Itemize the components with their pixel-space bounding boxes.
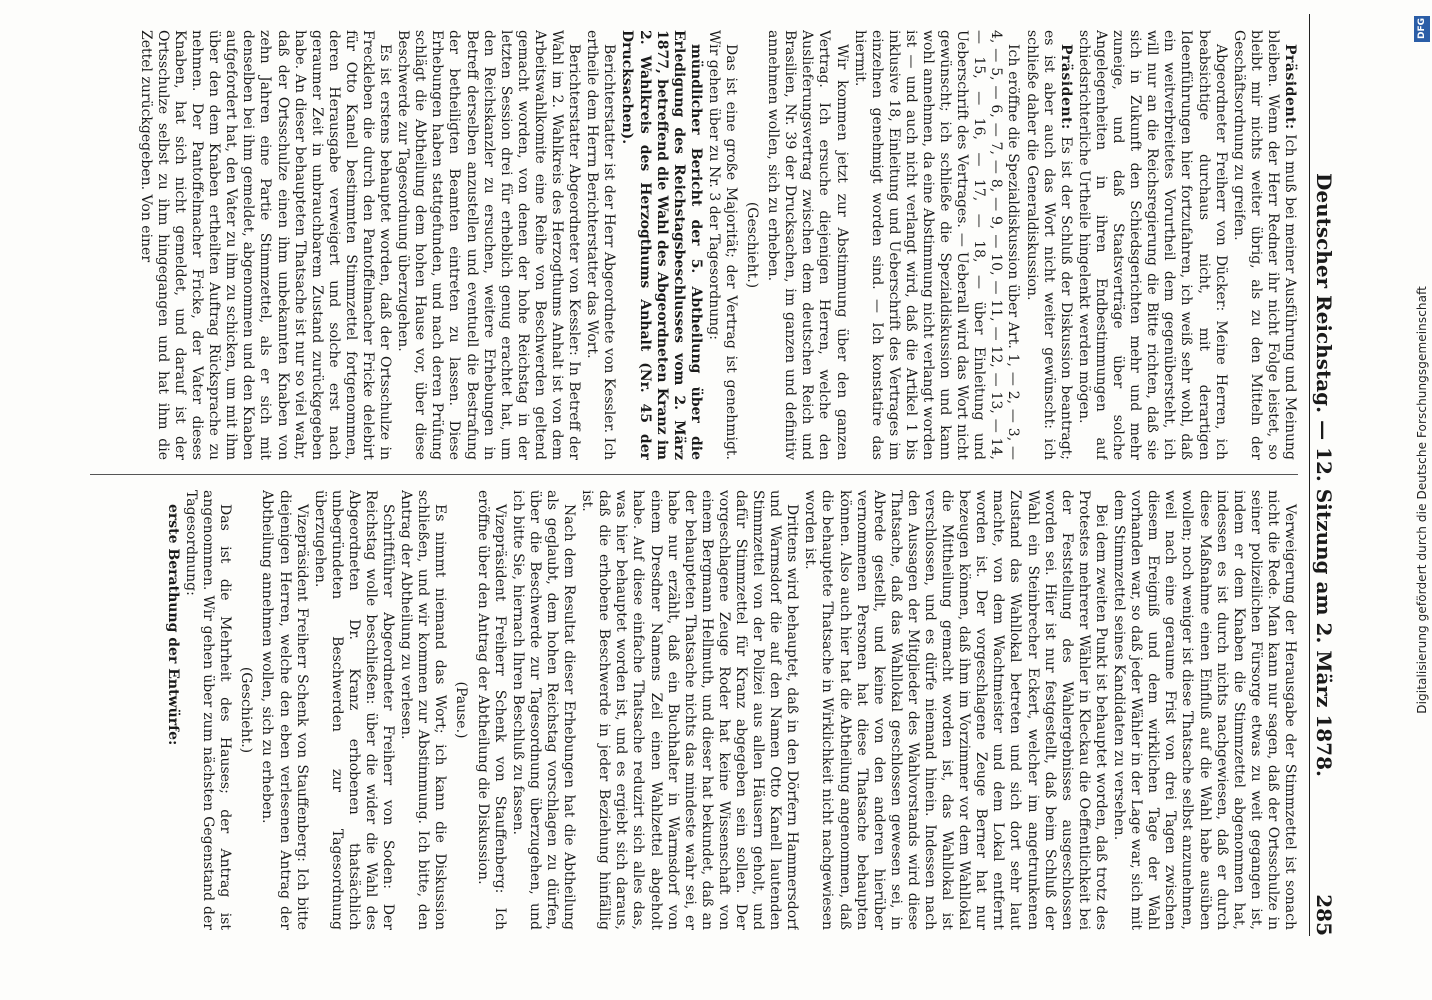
paragraph-text: (Geschieht.): [744, 201, 761, 289]
paragraph-text: (Pause.): [453, 681, 470, 739]
paragraph: [705, 30, 739, 460]
speaker-label: Präsident:: [1057, 44, 1074, 130]
column-divider: [90, 474, 1298, 475]
stage-direction: [237, 490, 254, 930]
paragraph: [394, 30, 582, 460]
paragraph: [397, 490, 448, 930]
paragraph-text: Drittens wird behauptet, daß in den Dörfern Hammersdorf und Warmsdorf die auf den Namen Otto Kanell lautenden Stimmzettel von der Polizei aus allen Häusern geholt, und dafür Stimmzettel für Kranz abgegeben sein sollen. Der vorgeschlagene Zeuge Roder hat keine Wissenschaft von einem Bergmann Hellmuth, und dieser hat bekundet, daß an der behaupteten Thatsache nichts das mindeste wahr sei, er habe nur erzählt, daß ein Buchhalter in Warmsdorf von einem Dresdner Namens Zeil einen Wahlzettel abgeholt habe. Auf diese einfache Thatsache reduzirt sich alles das, was hier behauptet worden ist, und es ergiebt sich daraus, daß die erhobene Beschwerde in jeder Beziehung hinfällig ist.: [579, 490, 801, 930]
left-text-column: [90, 30, 1298, 460]
document-page: [50, 0, 1350, 950]
paragraph: [1110, 490, 1298, 930]
dfg-logo-text: DFG: [1417, 18, 1427, 40]
paragraph-text: Es ist erstens behauptet worden, daß der Ortsschulze in Freckleben die durch den Pantoffelmacher Fricke delebirt für Otto Kanell bestimmten Stimmzettel fortgenommen, deren Herausgabe verweigert und solche erst nach geraumer Zeit in unbrauchbarem Zustand zurückgegeben habe. An dieser behaupteten Thatsache ist nur so viel wahr, daß der Ortsschulze einen ihm unbekannten Knaben von zehn Jahren eine Partie Stimmzettel, als er sich mit denselben bei ihm gemeldet, abgenommen und den Knaben aufgefordert hat, den Vater zu ihm zu schicken, um mit ihm über den dem Knaben ertheilten Auftrag Rücksprache zu nehmen. Der Pantoffelmacher Fricke, der Vater dieses Knaben, hat sich nicht gemeldet, und darauf ist der Ortsschulze selbst zu ihm hingegangen und hat ihm die Zettel zurückgegeben. Von einer: [137, 30, 394, 460]
paragraph-text: Verweigerung der Herausgabe der Stimmzettel ist sonach nicht die Rede. Man kann nur sagen, daß der Ortsschulze in seiner polizeilichen Fürsorge etwas zu weit gegangen ist, indem er dem Knaben die Stimmzettel abgenommen hat, indessen es ist durch nichts nachgewiesen, daß er durch diese Maßnahme einen Einfluß auf die Wahl habe ausüben wollen; noch weniger ist diese Thatsache selbst anzunehmen, weil nach eine geraume Frist von drei Tagen zwischen diesem Ereigniß und dem wirklichen Tage der Wahl vorhanden war, so daß jeder Wähler in der Lage war, sich mit dem Stimmzettel seines Kandidaten zu versehen.: [1111, 490, 1298, 930]
paragraph: [1023, 30, 1074, 460]
running-head-title: Deutscher Reichstag. — 12. Sitzung am 2. März 1878.: [1312, 173, 1336, 777]
paragraph: [182, 490, 233, 930]
page-number: 285: [1312, 894, 1336, 936]
paragraph: [618, 30, 703, 460]
paragraph-text: Ich muß bei meiner Ausführung und Meinung bleiben. Wenn der Herr Redner ihr nicht Folge leistet, so bleibt mir nichts weiter übrig, als zu den Mitteln der Geschäftsordnung zu greifen.: [1230, 30, 1298, 460]
digitization-credit-text: Digitalisierung gefördert durch die Deutsche Forschungsgemeinschaft: [1415, 286, 1429, 714]
paragraph-text: (Geschieht.): [238, 666, 255, 754]
paragraph: [578, 490, 800, 930]
paragraph: [764, 30, 849, 460]
dfg-logo: [1414, 16, 1430, 42]
paragraph-text: Bei dem zweiten Punkt ist behauptet worden, daß trotz des Protestes mehrerer Wähler in Kleckau die Oeffentlichkeit bei der Feststellung des Wahlergebnisses ausgeschlossen worden sei. Hier ist nur festgestellt, daß beim Schluß der Wahl ein Steinbrecher Eckert, welcher im angetrunkenen Zustand das Wahllokal betreten und sich dort sehr laut machte, von dem Wachtmeister und dem Lokal entfernt worden ist. Der vorgeschlagene Zeuge Berner hat nur bezeugen können, daß ihm im Vorzimmer vor dem Wahllokal die Mittheilung gemacht worden ist, das Wahllokal ist verschlossen, und es dürfe niemand hinein. Indessen nach den Aussagen der Mitglieder des Wahlvorstands wird diese Thatsache, daß das Wahllokal geschlossen gewesen sei, in Abrede gestellt, und keine von den anderen hierüber vernommenen Personen hat diese Thatsache behaupten können. Also auch hier hat die Abtheilung angenommen, daß die behauptete Thatsache in Wirklichkeit nicht nachgewiesen worden ist.: [802, 490, 1109, 930]
paragraph-text: Es nimmt niemand das Wort; ich kann die Diskussion schließen, und wir kommen zur Abstimmung. Ich bitte, den Antrag der Abtheilung zu verlesen.: [398, 490, 449, 930]
paragraph: [1075, 30, 1229, 460]
paragraph-text: erste Berathung der Entwürfe:: [165, 504, 181, 746]
speaker-label: Präsident:: [1282, 44, 1298, 130]
paragraph: [137, 30, 393, 460]
paragraph-text: Schriftführer Abgeordneter Freiherr von Soden: Der Reichstag wolle beschließen: über die wider die Wahl des Abgeordneten Dr. Kranz erhobenen thatsächlich unbegründeten Beschwerden zur Tagesordnung überzugehen.: [311, 490, 397, 930]
right-text-column: [90, 490, 1298, 930]
paragraph: [311, 490, 396, 930]
paragraph-text: Abgeordneter Freiherr von Dücker: Meine Herren, ich beabsichtige durchaus nicht, mit derartigen Ideenführungen hier fortzufahren, ich weiß sehr wohl, daß ein weitverbreitetes Vorurtheil dem gegenübersteht, ich will nur an die Reichsregierung die Bitte richten, daß sie sich in Zukunft den Schiedsgerichten mehr und mehr zuneige, und daß Staatsverträge über solche Angelegenheiten in ihren Endbestimmungen auf schiedsrichterliche Urtheile hingelenkt werden mögen.: [1075, 30, 1229, 460]
paragraph-text: Vizepräsident Freiherr Schenk von Stauffenberg: Ich bitte diejenigen Herren, welche den eben verlesenen Antrag der Abtheilung annehmen wollen, sich zu erheben.: [259, 490, 310, 930]
paragraph: [164, 490, 181, 930]
paragraph: [509, 490, 577, 930]
paragraph-text: Das ist die Mehrheit des Hauses; der Antrag ist angenommen. Wir gehen über zum nächsten Gegenstand der Tagesordnung:: [183, 490, 234, 930]
paragraph-text: Berichterstatter ist der Herr Abgeordnete von Kessler. Ich ertheile dem Herrn Berichterstatter das Wort.: [584, 30, 618, 460]
stage-direction: [452, 490, 469, 930]
paragraph: [801, 490, 1109, 930]
paragraph-text: mündlicher Bericht der 5. Abtheilung über die Erledigung des Reichstagsbeschlusses vom 2. März 1877, betreffend die Wahl des Abgeordneten Kranz im 2. Wahlkreis des Herzogthums Anhalt (Nr. 45 der Drucksachen).: [619, 30, 704, 460]
stage-direction: [743, 30, 760, 460]
paragraph-text: Ich eröffne die Spezialdiskussion über Art. 1, — 2, — 3, — 4, — 5, — 6, — 7, — 8, — 9, — 10, — 11, — 12, — 13, — 14, — 15, — 16, — 17, — 18, — über Einleitung und Ueberschrift des Vertrages. — Ueberall wird das Wort nicht gewünscht; ich schließe die Spezialdiskussion und kann wohl annehmen, da eine Abstimmung nicht verlangt worden ist — und auch nicht verlangt wird, daß die Artikel 1 bis inklusive 18, Einleitung und Ueberschrift des Vertrages im einzelnen genehmigt worden sind. — Ich konstatire das hiermit.: [851, 30, 1022, 460]
paragraph: [851, 30, 1022, 460]
running-head: [1309, 14, 1336, 936]
paragraph: [1230, 30, 1298, 460]
digitization-credit: [1414, 10, 1430, 990]
paragraph-text: Wir kommen jetzt zur Abstimmung über den ganzen Vertrag. Ich ersuche diejenigen Herren, welche den Auslieferungsvertrag zwischen dem deutschen Reich und Brasilien, Nr. 39 der Drucksachen, im ganzen und definitiv annehmen wollen, sich zu erheben.: [765, 30, 850, 460]
paragraph-text: Es ist der Schluß der Diskussion beantragt; es ist aber auch das Wort nicht weiter gewünscht: ich schließe daher die Generaldiskussion.: [1023, 30, 1074, 460]
paragraph: [474, 490, 508, 930]
paragraph-text: Vizepräsident Freiherr Schenk von Stauffenberg: Ich eröffne über den Antrag der Abtheilung die Diskussion.: [474, 490, 508, 930]
paragraph-text: Nach dem Resultat dieser Erhebungen hat die Abtheilung als geglaubt, dem hohen Reichstag vorschlagen zu dürfen, über die Beschwerde zur Tagesordnung überzugehen, und ich bitte Sie, hiernach Ihren Beschluß zu fassen.: [509, 490, 578, 930]
paragraph-text: Das ist eine große Majorität; der Vertrag ist genehmigt. Wir gehen über zu Nr. 3 der Tagesordnung:: [705, 30, 739, 460]
paragraph: [258, 490, 309, 930]
paragraph-text: Berichterstatter Abgeordneter von Kessler: In Betreff der Wahl im 2. Wahlkreis des Herzogthums Anhalt ist von dem Arbeitswahlkomite eine Reihe von Beschwerden geltend gemacht worden, von denen der hohe Reichstag in der letzten Session drei für erheblich genug erachtet hat, um den Reichskanzler zu ersuchen, weitere Erhebungen in Betreff derselben anzustellen und eventuell die Bestrafung der betheiligten Beamten eintreten zu lassen. Diese Erhebungen haben stattgefunden, und nach deren Prüfung schlägt die Abtheilung dem hohen Hause vor, über diese Beschwerde zur Tagesordnung überzugehen.: [395, 30, 583, 460]
paragraph: [583, 30, 617, 460]
